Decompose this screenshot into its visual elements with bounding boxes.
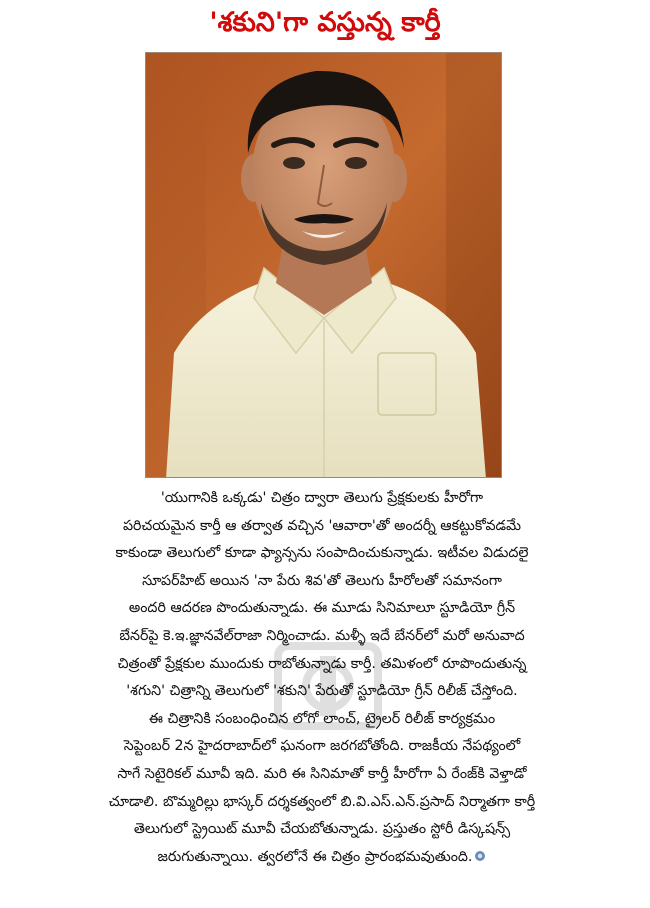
- article-headline: 'శకుని'గా వస్తున్న కార్తీ: [209, 7, 441, 38]
- article-line: బేనర్‌పై కె.ఇ.జ్ఞానవేల్‌రాజా నిర్మించాడు. మళ్ళీ ఇదే బేనర్‌లో మరో అనువాద: [119, 627, 525, 644]
- article-line: 'శగుని' చిత్రాన్ని తెలుగులో 'శకుని' పేరుతో స్టూడియో గ్రీన్ రిలీజ్ చేస్తోంది.: [126, 683, 518, 700]
- article-body: [108, 485, 536, 871]
- article-line: తెలుగులో స్ట్రెయిట్ మూవీ చేయబోతున్నాడు. ప్రస్తుతం స్టోరీ డిస్కషన్స్: [133, 821, 511, 838]
- article-line: పరిచయమైన కార్తీ ఆ తర్వాత వచ్చిన 'ఆవారా'తో అందర్నీ ఆకట్టుకోవడమే: [122, 517, 522, 534]
- article-last-line: [108, 844, 536, 872]
- article-line: చిత్రంతో ప్రేక్షకుల ముందుకు రాబోతున్నాడు కార్తీ. తమిళంలో రూపొందుతున్న: [117, 655, 527, 672]
- article-line: అందరి ఆదరణ పొందుతున్నాడు. ఈ మూడు సినిమాలూ స్టూడియో గ్రీన్: [128, 600, 516, 617]
- end-of-article-icon: [474, 850, 486, 862]
- article-line: కాకుండా తెలుగులో కూడా ఫ్యాన్సను సంపాదించుకున్నాడు. ఇటీవల విడుదలై: [115, 545, 529, 562]
- article-line: సెప్టెంబర్ 2న హైదరాబాద్‌లో ఘనంగా జరగబోతోంది. రాజకీయ నేపథ్యంలో: [123, 738, 521, 755]
- portrait-illustration: [146, 53, 502, 478]
- article-photo: [145, 52, 502, 478]
- article-line: జరుగుతున్నాయి. త్వరలోనే ఈ చిత్రం ప్రారంభమవుతుంది.: [157, 848, 473, 865]
- article-line: ఈ చిత్రానికి సంబంధించిన లోగో లాంచ్, ట్రైలర్ రిలీజ్ కార్యక్రమం: [148, 710, 496, 727]
- article-line: సూపర్‌హిట్ అయిన 'నా పేరు శివ'తో తెలుగు హీరోలతో సమానంగా: [142, 572, 502, 589]
- article-line: 'యుగానికి ఒక్కడు' చిత్రం ద్వారా తెలుగు ప్రేక్షకులకు హీరోగా: [160, 490, 484, 506]
- article-line: సాగే సెటైరికల్ మూవీ ఇది. మరి ఈ సినిమాతో కార్తీ హీరోగా ఏ రేంజ్‌కి వెళ్తాడో: [117, 765, 527, 782]
- article-line: చూడాలి. బొమ్మరిల్లు భాస్కర్ దర్శకత్వంలో బి.వి.ఎస్.ఎన్.ప్రసాద్ నిర్మాతగా కార్తీ: [108, 793, 536, 810]
